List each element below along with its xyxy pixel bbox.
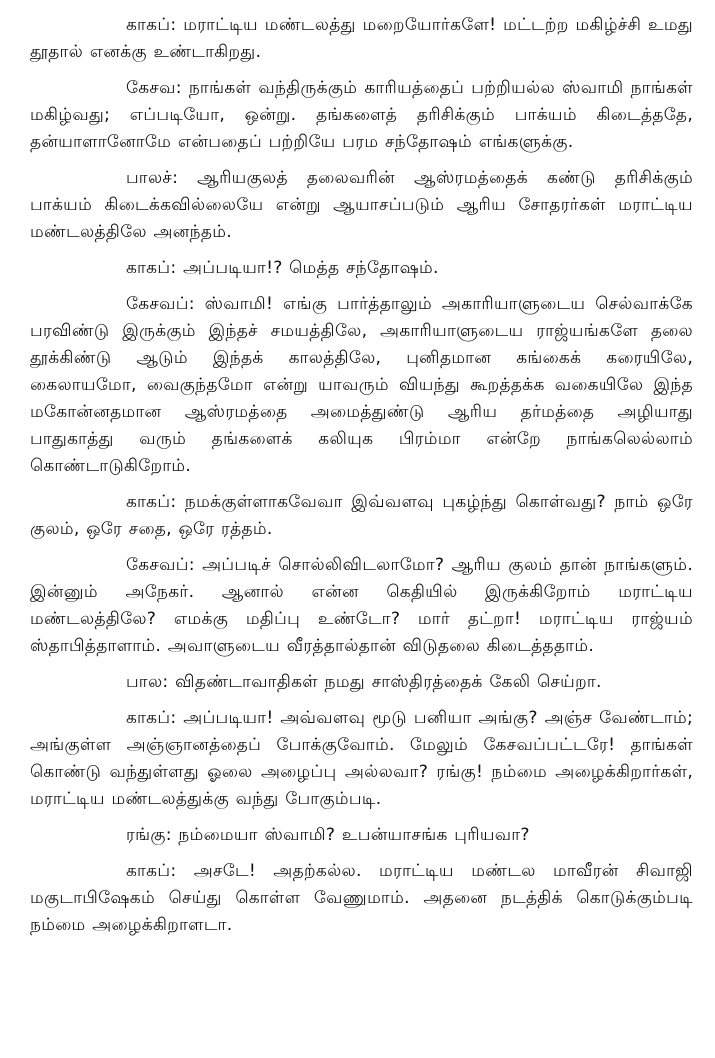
dialogue-paragraph: [30, 75, 693, 156]
dialogue-paragraph: [30, 705, 693, 813]
dialogue-text: அசடே! அதற்கல்ல. மராட்டிய மண்டல மாவீரன் சிவாஜி மகுடாபிஷேகம் செய்து கொள்ள வேணுமாம். அதனை நடத்திக் கொடுக்கும்படி நம்மை அழைக்கிறாளடா.: [30, 861, 693, 935]
dialogue-text: மராட்டிய மண்டலத்து மறையோர்களே! மட்டற்ற மகிழ்ச்சி உமது தூதால் எனக்கு உண்டாகிறது.: [30, 15, 693, 62]
dialogue-text: நாங்கள் வந்திருக்கும் காரியத்தைப் பற்றியல்ல ஸ்வாமி நாங்கள் மகிழ்வது; எப்படியோ, ஒன்று. தங்களைத் தரிசிக்கும் பாக்யம் கிடைத்ததே, தன்யாளானோமே என்பதைப் பற்றியே பரம சந்தோஷம் எங்களுக்கு.: [30, 78, 693, 152]
speaker-name: காகப்:: [126, 258, 177, 278]
dialogue-paragraph: [30, 552, 693, 660]
speaker-name: கேசவப்:: [126, 294, 195, 314]
dialogue-text: அப்படிச் சொல்லிவிடலாமோ? ஆரிய குலம் தான் நாங்களும். இன்னும் அநேகர். ஆனால் என்ன கெதியில் இருக்கிறோம் மராட்டிய மண்டலத்திலே? எமக்கு மதிப்பு உண்டோ? மார் தட்றா! மராட்டிய ராஜ்யம் ஸ்தாபித்தாளாம். அவாளுடைய வீரத்தால்தான் விடுதலை கிடைத்ததாம்.: [30, 555, 693, 656]
dialogue-text: நமக்குள்ளாகவேவா இவ்வளவு புகழ்ந்து கொள்வது? நாம் ஒரே குலம், ஒரே சதை, ஒரே ரத்தம்.: [30, 492, 693, 539]
speaker-name: காகப்:: [126, 15, 177, 35]
speaker-name: காகப்:: [126, 708, 177, 728]
dialogue-text: ஆரியகுலத் தலைவரின் ஆஸ்ரமத்தைக் கண்டு தரிசிக்கும் பாக்யம் கிடைக்கவில்லையே என்று ஆயாசப்படும் ஆரிய சோதரர்கள் மராட்டிய மண்டலத்திலே அனந்தம்.: [30, 168, 693, 242]
speaker-name: காகப்:: [126, 492, 177, 512]
speaker-name: ரங்கு:: [126, 825, 172, 845]
speaker-name: கேசவ:: [126, 78, 182, 98]
speaker-name: பால:: [126, 672, 169, 692]
dialogue-text: நம்மையா ஸ்வாமி? உபன்யாசங்க புரியவா?: [178, 825, 530, 845]
dialogue-paragraph: [30, 165, 693, 246]
dialogue-paragraph: [30, 291, 693, 480]
dialogue-text: ஸ்வாமி! எங்கு பார்த்தாலும் அகாரியாளுடைய செல்வாக்கே பரவிண்டு இருக்கும் இந்தச் சமயத்திலே, அகாரியாளுடைய ராஜ்யங்களே தலை தூக்கிண்டு ஆடும் இந்தக் காலத்திலே, புனிதமான கங்கைக் கரையிலே, கைலாயமோ, வைகுந்தமோ என்று யாவரும் வியந்து கூறத்தக்க வகையிலே இந்த மகோன்னதமான ஆஸ்ரமத்தை அமைத்துண்டு ஆரிய தர்மத்தை அழியாது பாதுகாத்து வரும் தங்களைக் கலியுக பிரம்மா என்றே நாங்கலெல்லாம் கொண்டாடுகிறோம்.: [30, 294, 693, 476]
dialogue-paragraph: [30, 858, 693, 939]
speaker-name: பாலச்:: [126, 168, 179, 188]
dialogue-paragraph: [30, 822, 693, 849]
dialogue-text: விதண்டாவாதிகள் நமது சாஸ்திரத்தைக் கேலி செய்றா.: [175, 672, 602, 692]
speaker-name: கேசவப்:: [126, 555, 195, 575]
dialogue-text: அப்படியா! அவ்வளவு மூடு பனியா அங்கு? அஞ்ச வேண்டாம்; அங்குள்ள அஞ்ஞானத்தைப் போக்குவோம். மேலும் கேசவப்பட்டரே! தாங்கள் கொண்டு வந்துள்ளது ஓலை அழைப்பு அல்லவா? ரங்கு! நம்மை அழைக்கிறார்கள், மராட்டிய மண்டலத்துக்கு வந்து போகும்படி.: [30, 708, 693, 809]
dialogue-paragraph: [30, 12, 693, 66]
speaker-name: காகப்:: [126, 861, 177, 881]
dialogue-paragraph: [30, 669, 693, 696]
dialogue-text: அப்படியா!? மெத்த சந்தோஷம்.: [183, 258, 439, 278]
dialogue-paragraph: [30, 255, 693, 282]
dialogue-paragraph: [30, 489, 693, 543]
